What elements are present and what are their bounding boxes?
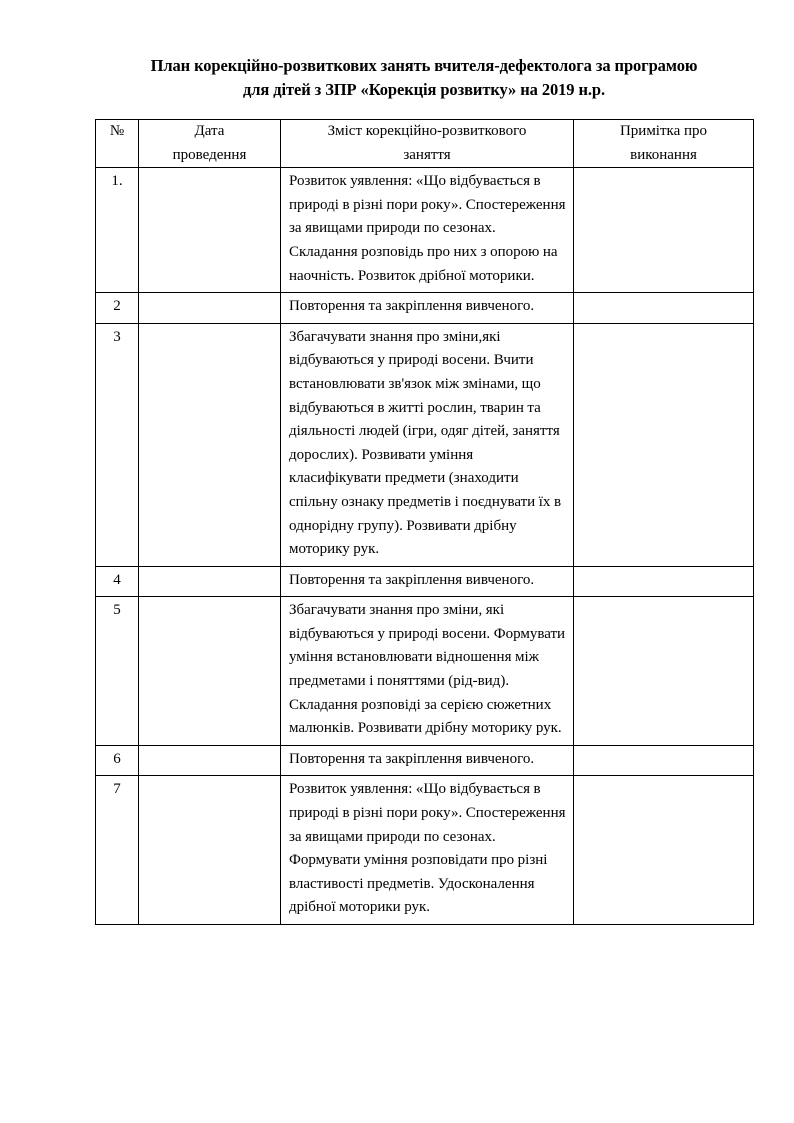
cell-number: 6 <box>96 745 139 776</box>
table-row <box>96 323 754 566</box>
column-header-content-line2: заняття <box>403 146 451 163</box>
column-header-note-line1: Примітка про <box>619 123 708 139</box>
table-header-row <box>96 120 754 168</box>
page-title-line-1: План корекційно-розвиткових занять вчителя-дефектолога за програмою <box>150 56 698 75</box>
cell-number: 1. <box>96 168 139 293</box>
column-header-number <box>96 120 139 168</box>
cell-note <box>574 566 754 597</box>
cell-note <box>574 776 754 925</box>
cell-number: 2 <box>96 293 139 324</box>
cell-date <box>139 293 281 324</box>
cell-note <box>574 323 754 566</box>
table-body <box>96 168 754 925</box>
column-header-date <box>139 120 281 168</box>
table-row <box>96 597 754 746</box>
cell-number: 7 <box>96 776 139 925</box>
cell-date <box>139 566 281 597</box>
column-header-content <box>281 120 574 168</box>
cell-content: Розвиток уявлення: «Що відбувається в природі в різні пори року». Спостереження за явищами природи по сезонах. Формувати уміння розповідати про різні властивості предметів. Удосконалення дрібної моторики рук. <box>281 776 574 925</box>
cell-content: Збагачувати знання про зміни,які відбуваються у природі восени. Вчити встановлювати зв'язок між змінами, що відбуваються в житті рослин, тварин та діяльності людей (ігри, одяг дітей, заняття дорослих). Розвивати уміння класифікувати предмети (знаходити спільну ознаку предметів і поєднувати їх в однорідну групу). Розвивати дрібну моторику рук. <box>281 323 574 566</box>
lesson-plan-table <box>95 119 754 925</box>
table-row <box>96 776 754 925</box>
cell-date <box>139 597 281 746</box>
cell-note <box>574 597 754 746</box>
table-row <box>96 168 754 293</box>
cell-number: 4 <box>96 566 139 597</box>
cell-content: Збагачувати знання про зміни, які відбуваються у природі восени. Формувати уміння встановлювати відношення між предметами і поняттями (рід-вид). Складання розповіді за серією сюжетних малюнків. Розвивати дрібну моторику рук. <box>281 597 574 746</box>
cell-content: Повторення та закріплення вивченого. <box>281 745 574 776</box>
page-title <box>95 54 753 102</box>
cell-content: Повторення та закріплення вивченого. <box>281 293 574 324</box>
table-row <box>96 566 754 597</box>
page-title-line-2: для дітей з ЗПР «Корекція розвитку» на 2019 н.р. <box>243 80 605 99</box>
cell-note <box>574 745 754 776</box>
cell-content: Повторення та закріплення вивченого. <box>281 566 574 597</box>
column-header-note <box>574 120 754 168</box>
cell-date <box>139 168 281 293</box>
cell-date <box>139 776 281 925</box>
cell-number: 5 <box>96 597 139 746</box>
cell-date <box>139 323 281 566</box>
table-row <box>96 745 754 776</box>
column-header-date-line2: проведення <box>172 146 247 163</box>
column-header-date-line1: Дата <box>194 123 225 139</box>
cell-date <box>139 745 281 776</box>
cell-content: Розвиток уявлення: «Що відбувається в природі в різні пори року». Спостереження за явищами природи по сезонах. Складання розповідь про них з опорою на наочність. Розвиток дрібної моторики. <box>281 168 574 293</box>
column-header-note-line2: виконання <box>630 146 697 163</box>
cell-note <box>574 293 754 324</box>
table-header <box>96 120 754 168</box>
column-header-number-line1: № <box>109 123 125 139</box>
cell-number: 3 <box>96 323 139 566</box>
table-row <box>96 293 754 324</box>
column-header-content-line1: Зміст корекційно-розвиткового <box>327 123 527 139</box>
cell-note <box>574 168 754 293</box>
